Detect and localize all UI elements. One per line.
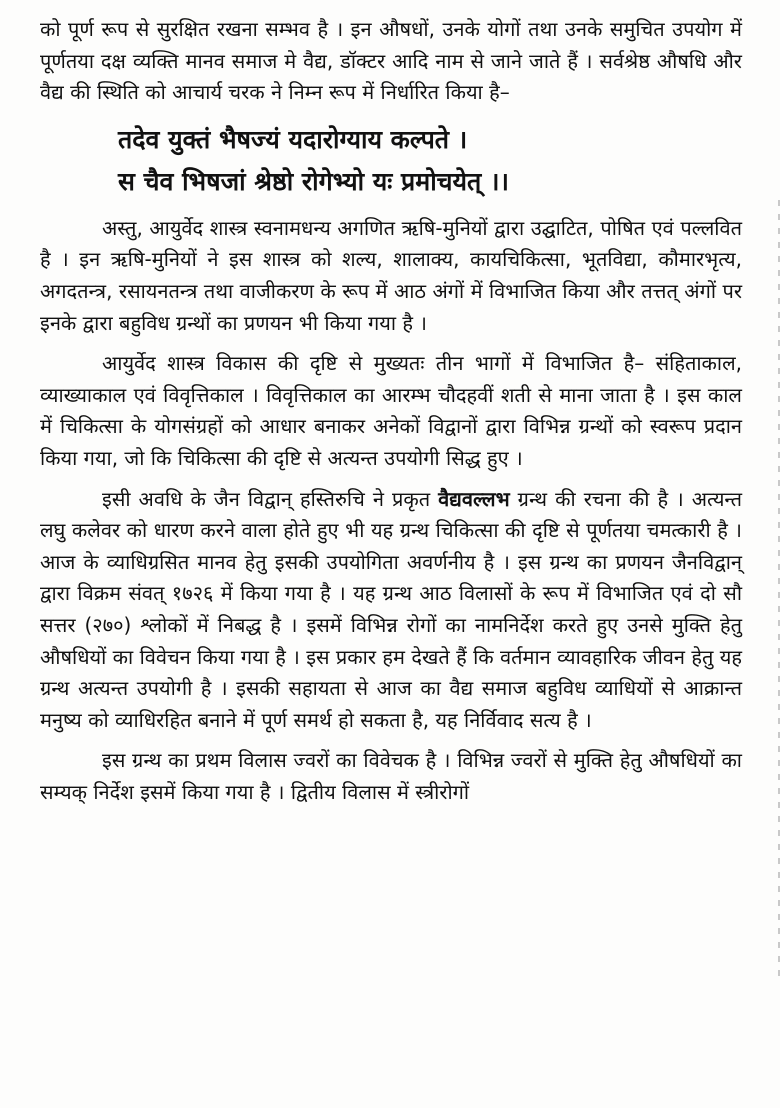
paragraph-development-periods: आयुर्वेद शास्त्र विकास की दृष्टि से मुख्यतः तीन भागों में विभाजित है– संहिताकाल, व्याख्याकाल एवं विवृत्तिकाल । विवृत्तिकाल का आरम्भ चौदहवीं शती से माना जाता है । इस काल में चिकित्सा के योगसंग्रहों को आधार बनाकर अनेकों विद्वानों द्वारा विभिन्न ग्रन्थों को स्वरूप प्रदान किया गया, जो कि चिकित्सा की दृष्टि से अत्यन्त उपयोगी सिद्ध हुए ।: [40, 351, 742, 470]
verse-line-2: स चैव भिषजां श्रेष्ठो रोगेभ्यो यः प्रमोचयेत् ।।: [118, 166, 509, 196]
sanskrit-verse: [40, 119, 742, 203]
verse-line-1: तदेव युक्तं भैषज्यं यदारोग्याय कल्पते ।: [118, 124, 468, 154]
book-title-term: वैद्यवल्लभ: [438, 486, 510, 511]
intro-paragraph: को पूर्ण रूप से सुरक्षित रखना सम्भव है । इन औषधों, उनके योगों तथा उनके समुचित उपयोग में पूर्णतया दक्ष व्यक्ति मानव समाज मे वैद्य, डॉक्टर आदि नाम से जाने जाते हैं । सर्वश्रेष्ठ औषधि और वैद्य की स्थिति को आचार्य चरक ने निम्न रूप में निर्धारित किया है–: [40, 17, 742, 105]
paragraph-ayurveda-eight-limbs: अस्तु, आयुर्वेद शास्त्र स्वनामधन्य अगणित ऋषि-मुनियों द्वारा उद्घाटित, पोषित एवं पल्लवित है । इन ऋषि-मुनियों ने इस शास्त्र को शल्य, शालाक्य, कायचिकित्सा, भूतविद्या, कौमारभृत्य, अगदतन्त्र, रसायनतन्त्र तथा वाजीकरण के रूप में आठ अंगों में विभाजित किया और तत्तत् अंगों पर इनके द्वारा बहुविध ग्रन्थों का प्रणयन भी किया गया है ।: [40, 215, 742, 335]
paragraph-first-vilasa: इस ग्रन्थ का प्रथम विलास ज्वरों का विवेचक है । विभिन्न ज्वरों से मुक्ति हेतु औषधियों का सम्यक् निर्देश इसमें किया गया है । द्वितीय विलास में स्त्रीरोगों: [40, 748, 742, 804]
paragraph-text-before-term: इसी अवधि के जैन विद्वान् हस्तिरुचि ने प्रकृत: [102, 486, 439, 511]
paragraph-text-after-term: ग्रन्थ की रचना की है । अत्यन्त लघु कलेवर को धारण करने वाला होते हुए भी यह ग्रन्थ चिकित्सा की दृष्टि से पूर्णतया चमत्कारी है । आज के व्याधिग्रसित मानव हेतु इसकी उपयोगिता अवर्णनीय है । इस ग्रन्थ का प्रणयन जैनविद्वान् द्वारा विक्रम संवत् १७२६ में किया गया है । यह ग्रन्थ आठ विलासों के रूप में विभाजित एवं दो सौ सत्तर (२७०) श्लोकों में निबद्ध है । इसमें विभिन्न रोगों का नामनिर्देश करते हुए उनसे मुक्ति हेतु औषधियों का विवेचन किया गया है । इस प्रकार हम देखते हैं कि वर्तमान व्यावहारिक जीवन हेतु यह ग्रन्थ अत्यन्त उपयोगी है । इसकी सहायता से आज का वैद्य समाज बहुविध व्याधियों से आक्रान्त मनुष्य को व्याधिरहित बनाने में पूर्ण समर्थ हो सकता है, यह निर्विवाद सत्य है ।: [40, 486, 742, 732]
paragraph-vaidyavallabha: [40, 484, 742, 737]
